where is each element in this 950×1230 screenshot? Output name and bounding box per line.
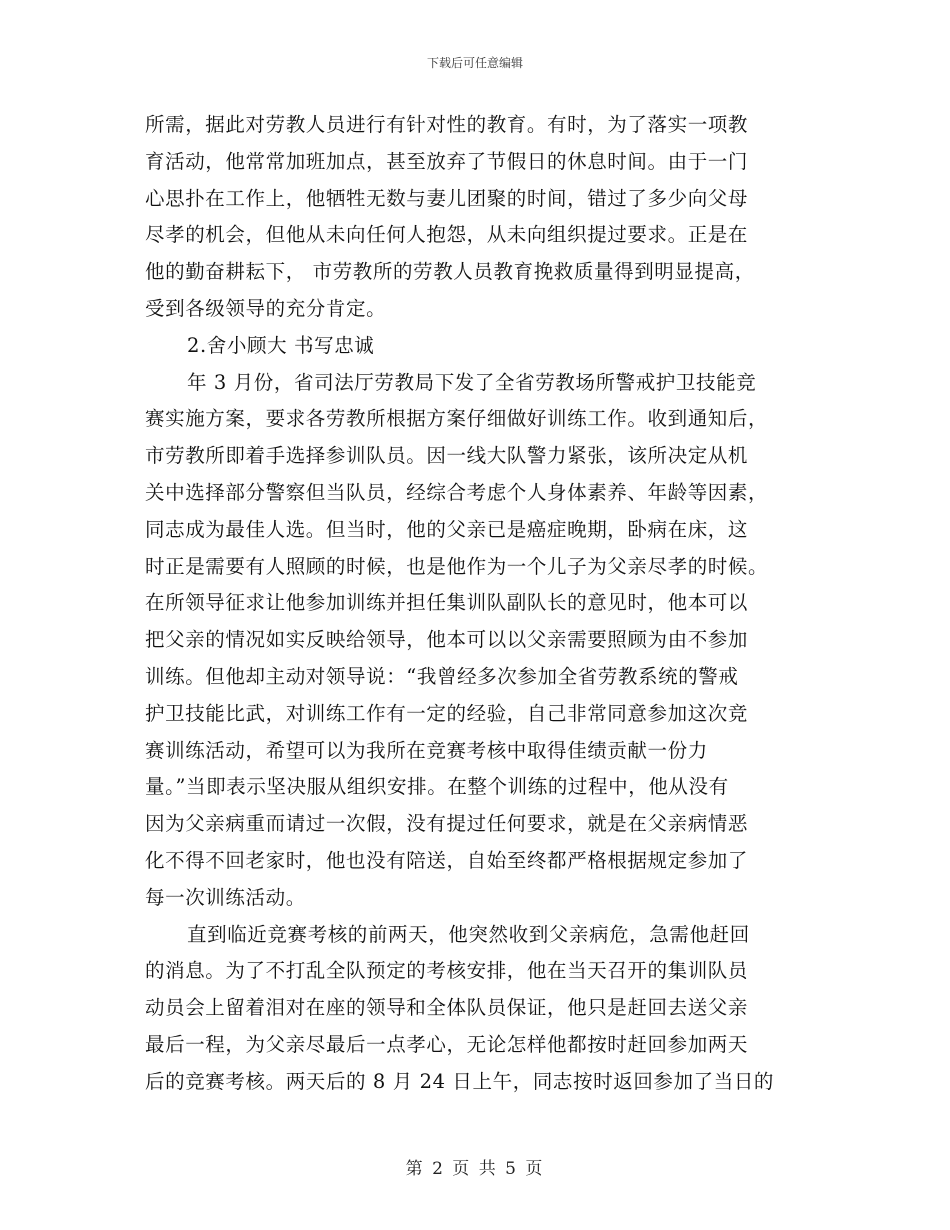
page-number: 第 2 页 共 5 页 (405, 1159, 545, 1179)
body-line: 赛实施方案，要求各劳教所根据方案仔细做好训练工作。收到通知后， (145, 407, 769, 431)
body-line: 最后一程，为父亲尽最后一点孝心，无论怎样他都按时赶回参加两天 (145, 1032, 749, 1056)
body-line: 时正是需要有人照顾的时候，也是他作为一个儿子为父亲尽孝的时候。 (145, 554, 769, 578)
body-line: 同志成为最佳人选。但当时，他的父亲已是癌症晚期，卧病在床，这 (145, 517, 749, 541)
body-text (145, 107, 805, 1101)
body-line: 关中选择部分警察但当队员，经综合考虑个人身体素养、年龄等因素， (145, 480, 769, 504)
body-line: 所需，据此对劳教人员进行有针对性的教育。有时，为了落实一项教 (145, 113, 749, 136)
page-header: 下载后可任意编辑 (426, 56, 523, 70)
body-line: 的消息。为了不打乱全队预定的考核安排，他在当天召开的集训队员 (145, 959, 749, 983)
paragraph-first-line: 直到临近竞赛考核的前两天，他突然收到父亲病危，急需他赶回 (187, 922, 750, 946)
body-line: 后的竞赛考核。两天后的 8 月 24 日上午，同志按时返回参加了当日的 (145, 1069, 775, 1093)
body-line: 市劳教所即着手选择参训队员。因一线大队警力紧张，该所决定从机 (145, 444, 749, 468)
section-heading: 2.舍小顾大 书写忠诚 (187, 333, 375, 357)
body-line: 护卫技能比武，对训练工作有一定的经验，自己非常同意参加这次竞 (145, 701, 749, 725)
body-line: 因为父亲病重而请过一次假，没有提过任何要求，就是在父亲病情恶 (145, 812, 749, 836)
body-line: 动员会上留着泪对在座的领导和全体队员保证，他只是赶回去送父亲 (145, 996, 749, 1020)
body-line: 赛训练活动，希望可以为我所在竞赛考核中取得佳绩贡献一份力 (145, 738, 708, 762)
body-line: 尽孝的机会，但他从未向任何人抱怨，从未向组织提过要求。正是在 (145, 223, 749, 247)
body-line: 育活动，他常常加班加点，甚至放弃了节假日的休息时间。由于一门 (145, 149, 749, 173)
body-line: 在所领导征求让他参加训练并担任集训队副队长的意见时，他本可以 (145, 591, 749, 615)
body-line: 把父亲的情况如实反映给领导，他本可以以父亲需要照顾为由不参加 (145, 628, 749, 652)
body-line: 量。”当即表示坚决服从组织安排。在整个训练的过程中，他从没有 (145, 775, 729, 799)
body-line: 他的勤奋耕耘下， 市劳教所的劳教人员教育挽救质量得到明显提高， (145, 260, 755, 284)
body-line: 受到各级领导的充分肯定。 (145, 296, 387, 320)
body-line: 化不得不回老家时，他也没有陪送，自始至终都严格根据规定参加了 (145, 848, 749, 872)
body-line: 心思扑在工作上，他牺牲无数与妻儿团聚的时间，错过了多少向父母 (145, 186, 749, 210)
paragraph-first-line: 年 3 月份，省司法厅劳教局下发了全省劳教场所警戒护卫技能竞 (187, 370, 757, 394)
body-line: 每一次训练活动。 (145, 885, 306, 909)
body-line: 训练。但他却主动对领导说：“我曾经多次参加全省劳教系统的警戒 (145, 664, 739, 688)
